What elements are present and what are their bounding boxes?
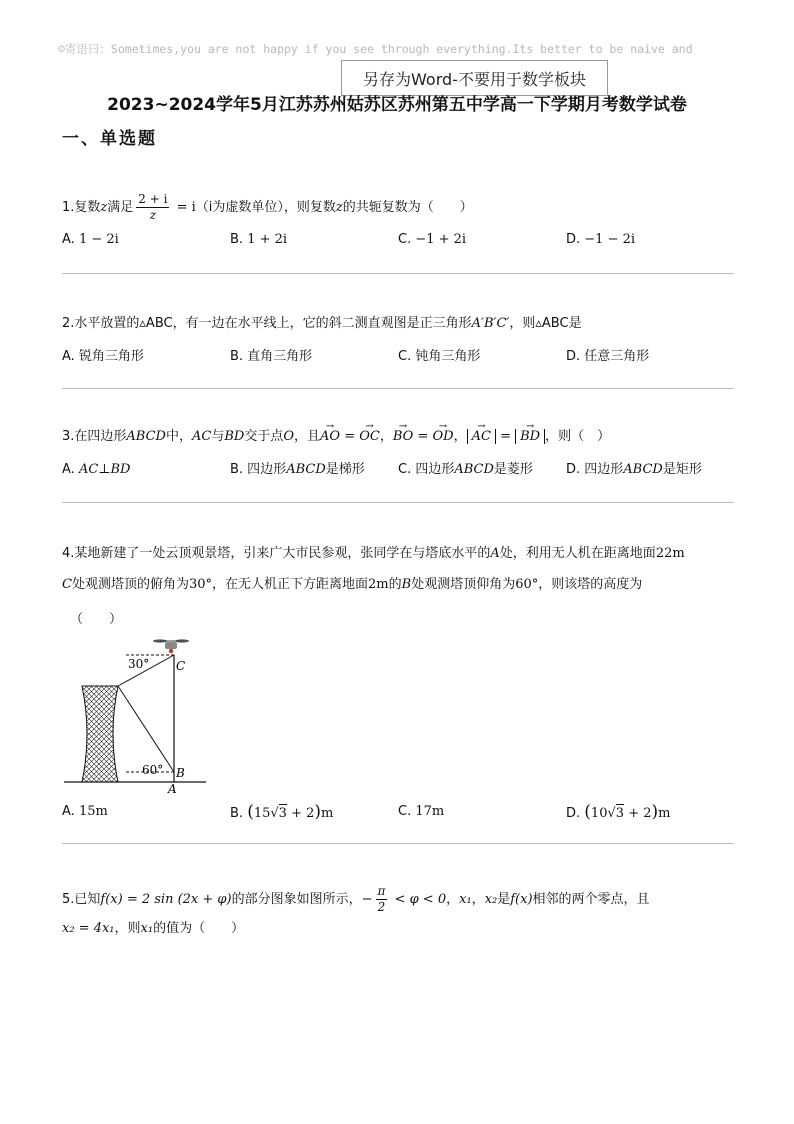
question-4-stem-line-2: C处观测塔顶的俯角为30°，在无人机正下方距离地面2m的B处观测塔顶仰角为60°，则该塔的高度为 (62, 576, 643, 592)
q2-option-a[interactable]: A. 锐角三角形 (62, 349, 144, 364)
divider (62, 843, 734, 844)
q3-abs-bd: → BD (515, 429, 545, 444)
q2-text: ，则 (509, 316, 536, 331)
section-heading: 一、单选题 (62, 129, 157, 149)
divider (62, 388, 734, 389)
q3-option-a[interactable]: A. AC⊥BD (62, 462, 131, 477)
q1-fraction-numerator: 2 + i (138, 192, 168, 206)
question-1-stem (62, 192, 734, 223)
question-4-paren: （ ） (70, 612, 123, 627)
q1-text: 满足 (107, 200, 134, 215)
question-2-options (62, 349, 734, 367)
angle-60-label: 60° (142, 763, 164, 777)
q1-text: 1.复数 (62, 200, 101, 215)
divider (62, 502, 734, 503)
divider (62, 273, 734, 274)
q1-option-a[interactable]: A. 1 − 2i (62, 232, 119, 247)
angle-30-label: 30° (128, 657, 150, 671)
q1-option-b[interactable]: B. 1 + 2i (230, 232, 288, 247)
q2-text: ，有一边在水平线上，它的斜二测直观图是正三角形 (172, 316, 472, 331)
question-2-stem (62, 316, 734, 333)
q1-option-c[interactable]: C. −1 + 2i (398, 232, 467, 247)
question-5-stem-line-2: x₂ = 4x₁，则x₁的值为（ ） (62, 921, 245, 936)
q2-option-c[interactable]: C. 钝角三角形 (398, 349, 481, 364)
q1-fraction-denominator: z (149, 208, 157, 222)
question-3 (62, 429, 734, 477)
question-3-options (62, 462, 734, 480)
point-a-label: A (168, 782, 177, 794)
question-4-stem-line-1: 4.某地新建了一处云顶观景塔，引来广大市民参观，张同学在与塔底水平的A处，利用无人机在距离地面22m (62, 546, 685, 561)
q4-option-d[interactable]: D. (10√3 + 2)m (566, 802, 671, 822)
q3-vector-bo: → BO (393, 429, 413, 446)
q2-triangle: ▵ABC (535, 316, 569, 331)
question-5-stem-line-1: 5.已知f(x) = 2 sin (2x + φ)的部分图象如图所示，− $\frac{\pi}{2}$ < φ < 0，x₁，x₂是f(x)相邻的两个零点，且 (62, 884, 650, 914)
q5-fraction: $\frac{\pi}{2}$ (377, 884, 386, 914)
q1-fraction (136, 192, 169, 223)
question-2 (62, 316, 734, 364)
q3-option-d[interactable]: D. 四边形ABCD是矩形 (566, 462, 702, 477)
question-1 (62, 192, 734, 247)
drone-icon (153, 639, 189, 653)
q3-option-b[interactable]: B. 四边形ABCD是梯形 (230, 462, 365, 477)
q1-equals: = i (172, 200, 196, 215)
q1-text: （i为虚数单位），则复数 (195, 200, 336, 215)
q3-option-c[interactable]: C. 四边形ABCD是菱形 (398, 462, 533, 477)
q2-triangle-prime: A′B′C′ (471, 316, 510, 331)
q4-option-b[interactable]: B. (15√3 + 2)m (230, 802, 334, 822)
page-title: 2023~2024学年5月江苏苏州姑苏区苏州第五中学高一下学期月考数学试卷 (107, 95, 687, 115)
q4-option-c[interactable]: C. 17m (398, 804, 445, 819)
question-4 (62, 546, 734, 594)
q2-text: 2.水平放置的 (62, 316, 140, 331)
q1-var-z: z (335, 200, 343, 215)
q2-option-b[interactable]: B. 直角三角形 (230, 349, 313, 364)
q2-text: 是 (568, 316, 582, 331)
tower-shape (82, 686, 118, 782)
q3-vector-od: → OD (433, 429, 454, 446)
q1-text: 的共轭复数为（ ） (342, 200, 473, 215)
sight-line-b (118, 686, 174, 772)
q2-option-d[interactable]: D. 任意三角形 (566, 349, 650, 364)
q3-vector-ao: → AO (320, 429, 340, 446)
save-as-word-button[interactable]: 另存为Word-不要用于数学板块 (341, 60, 608, 96)
q1-var-z: z (100, 200, 108, 215)
watermark-text: ☺寄语曰：Sometimes,you are not happy if you see through everything.Its better to be naive and (58, 42, 693, 56)
question-5 (62, 884, 734, 938)
point-b-label: B (176, 766, 185, 780)
q1-option-d[interactable]: D. −1 − 2i (566, 232, 636, 247)
question-1-options (62, 232, 734, 250)
question-3-stem: 3.在四边形ABCD中，AC与BD交于点O，且→ AO = → OC，→ BO = → OD，→ AC = → BD ，则（ ） (62, 429, 734, 446)
tower-drone-figure (64, 634, 210, 794)
q3-abs-ac: → AC (467, 429, 496, 444)
point-c-label: C (176, 659, 186, 673)
q2-triangle: ▵ABC (139, 316, 173, 331)
q3-vector-oc: → OC (359, 429, 380, 446)
q4-option-a[interactable]: A. 15m (62, 804, 108, 819)
